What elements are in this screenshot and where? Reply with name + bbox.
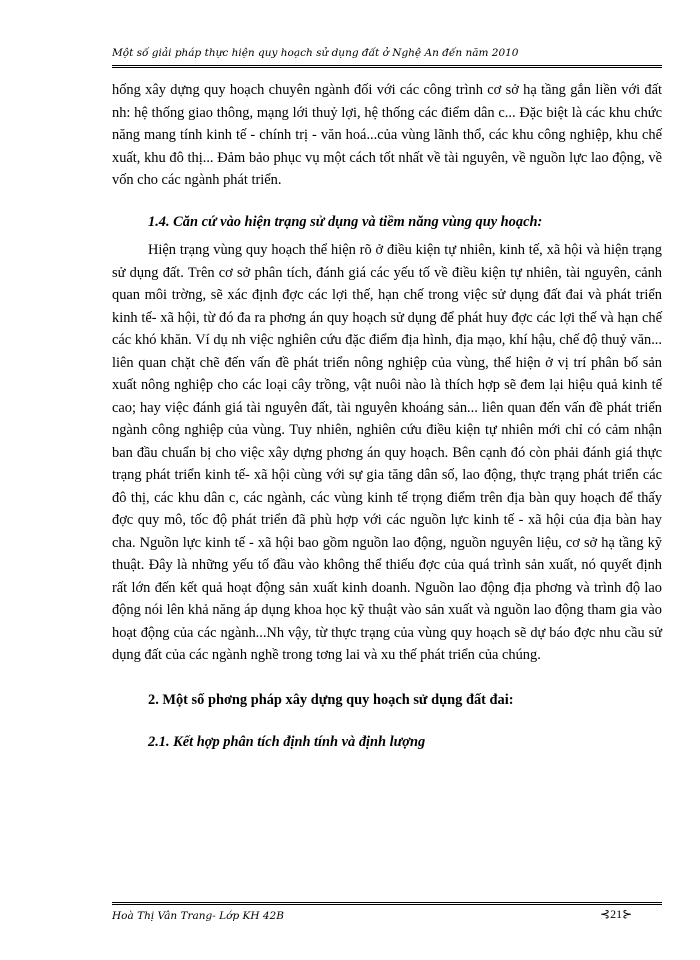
- ornament-left-icon: ⊰: [600, 907, 611, 921]
- paragraph-current-status: Hiện trạng vùng quy hoạch thể hiện rõ ở điều kiện tự nhiên, kinh tế, xã hội và hiện trạng sử dụng đất. Trên cơ sở phân tích, đánh giá các yếu tố về điều kiện tự nhiên, tài nguyên, cảnh quan môi trờng, sẽ xác định đợc các lợi thế, hạn chế trong việc sử dụng đất đai và phát triển kinh tế- xã hội, từ đó đa ra phơng án quy hoạch sử dụng để phát huy đợc các lợi thế và hạn chế các khó khăn. Ví dụ nh việc nghiên cứu đặc điểm địa hình, địa mạo, khí hậu, chế độ thuỷ văn... liên quan chặt chẽ đến vấn đề phát triển nông nghiệp của vùng, thể hiện ở vị trí phân bố sản xuất nông nghiệp cho các loại cây trồng, vật nuôi nào là thích hợp sẽ đem lại hiệu quả kinh tế cao; hay việc đánh giá tài nguyên đất, tài nguyên khoáng sản... liên quan đến vấn đề phát triển ngành công nghiệp của vùng. Tuy nhiên, nghiên cứu điều kiện tự nhiên mới chỉ có cảm nhận ban đầu chuẩn bị cho việc xây dựng phơng án quy hoạch. Bên cạnh đó còn phải đánh giá thực trạng phát triển kinh tế- xã hội cùng với sự gia tăng dân số, lao động, thực trạng phát triển các đô thị, các khu dân c, các ngành, các vùng kinh tế trọng điểm trên địa bàn quy hoạch để thấy đợc quy mô, tốc độ phát triển đã phù hợp với các nguồn lực kinh tế - xã hội của địa bàn hay cha. Nguồn lực kinh tế - xã hội bao gồm nguồn lao động, nguồn nguyên liệu, cơ sở hạ tầng kỹ thuật. Đây là những yếu tố đầu vào không thể thiếu đợc của quá trình sản xuất, nó quyết định rất lớn đến kết quả hoạt động sản xuất kinh doanh. Nguồn lao động địa phơng và trình độ lao động nói lên khả năng áp dụng khoa học kỹ thuật vào sản xuất và nguồn lao động tham gia vào hoạt động của các ngành...Nh vậy, từ thực trạng của vùng quy hoạch sẽ dự báo đợc nhu cầu sử dụng đất của các ngành nghề trong tơng lai và xu thế phát triển của chúng.: [112, 242, 662, 663]
- header-rule-thick: [112, 65, 662, 66]
- footer-author: Hoà Thị Vân Trang- Lớp KH 42B: [112, 910, 284, 922]
- header-rule-thin: [112, 67, 662, 68]
- section-heading-2: 2. Một số phơng pháp xây dựng quy hoạch sử dụng đất đai:: [148, 691, 514, 708]
- section-heading-2-1: 2.1. Kết hợp phân tích định tính và định lượng: [148, 734, 426, 750]
- page-body: [112, 79, 662, 754]
- section-heading-1-4: 1.4. Căn cứ vào hiện trạng sử dụng và tiềm năng vùng quy hoạch:: [148, 213, 543, 230]
- page-number: 21: [610, 907, 623, 921]
- ornament-right-icon: ⊱: [622, 907, 633, 921]
- page-number-box: [600, 907, 632, 921]
- running-header: Một số giải pháp thực hiện quy hoạch sử dụng đất ở Nghệ An đến năm 2010: [112, 47, 519, 59]
- paragraph-continued: hống xây dựng quy hoạch chuyên ngành đối với các công trình cơ sở hạ tầng gắn liền với đất nh: hệ thống giao thông, mạng lới thuỷ lợi, hệ thống các điểm dân c... Đặc biệt là các khu chức năng mang tính kinh tế - chính trị - văn hoá...của vùng lãnh thổ, các khu công nghiệp, khu chế xuất, khu đô thị... Đảm bảo phục vụ một cách tốt nhất về tài nguyên, về nguồn lực lao động, về vốn cho các ngành phát triển.: [112, 82, 662, 188]
- footer-rule-thin: [112, 902, 662, 903]
- footer-rule-thick: [112, 904, 662, 905]
